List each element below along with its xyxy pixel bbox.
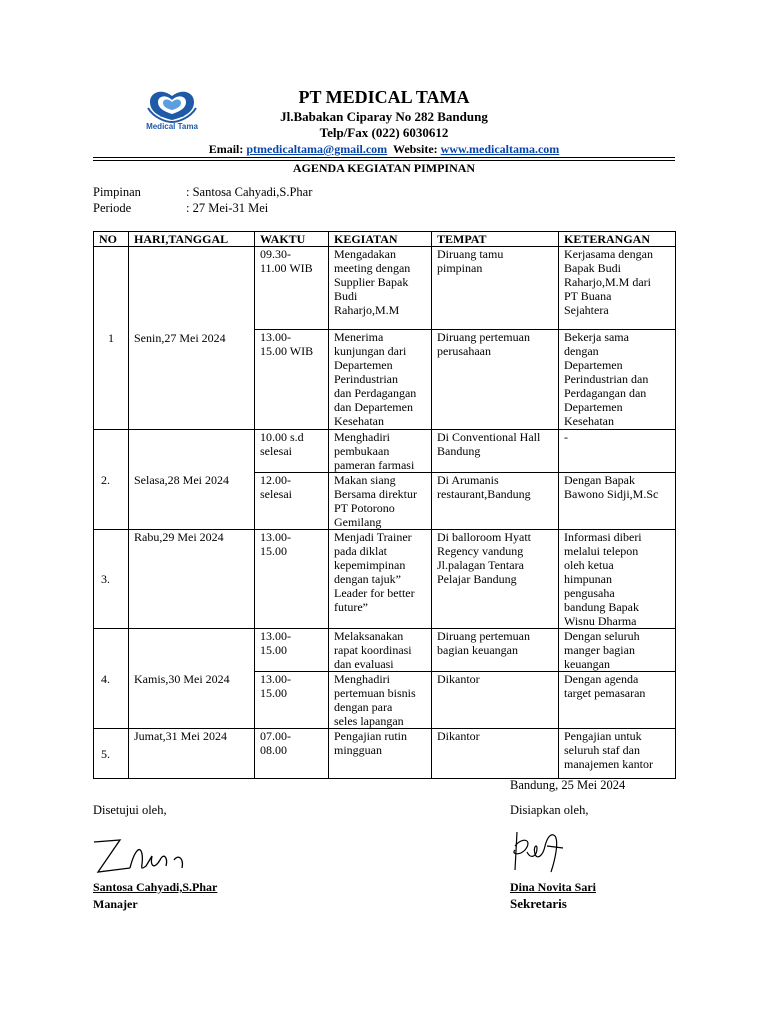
cell-no: 1 — [94, 247, 129, 430]
pimpinan-value: : Santosa Cahyadi,S.Phar — [186, 185, 313, 199]
cell-no: 4. — [94, 629, 129, 729]
cell-tempat: Di Arumanis restaurant,Bandung — [432, 473, 559, 530]
cell-waktu: 12.00- selesai — [255, 473, 329, 530]
cell-tempat: Diruang pertemuan perusahaan — [432, 330, 559, 430]
pimpinan-label: Pimpinan — [93, 185, 141, 199]
cell-keterangan: Dengan agenda target pemasaran — [559, 672, 676, 729]
website-link[interactable]: www.medicaltama.com — [440, 142, 560, 156]
cell-keterangan: Dengan seluruh manger bagian keuangan — [559, 629, 676, 672]
table-row — [94, 729, 676, 779]
cell-kegiatan: Menerima kunjungan dari Departemen Perindustrian dan Perdagangan dan Departemen Kesehatan — [329, 330, 432, 430]
email-label: Email: — [208, 142, 244, 156]
cell-waktu: 10.00 s.d selesai — [255, 430, 329, 473]
company-address: Jl.Babakan Ciparay No 282 Bandung — [280, 109, 488, 124]
header-divider-top — [93, 157, 675, 158]
header-kegiatan: KEGIATAN — [329, 232, 432, 247]
cell-keterangan: Bekerja sama dengan Departemen Perindustrian dan Perdagangan dan Departemen Kesehatan — [559, 330, 676, 430]
agenda-table — [93, 231, 676, 779]
approver-signature — [90, 832, 200, 882]
prepared-label: Disiapkan oleh, — [510, 803, 589, 817]
website-label: Website: — [392, 142, 438, 156]
cell-no: 5. — [94, 729, 129, 779]
cell-hari-tanggal: Kamis,30 Mei 2024 — [129, 629, 255, 729]
cell-hari-tanggal: Rabu,29 Mei 2024 — [129, 530, 255, 629]
cell-no: 2. — [94, 430, 129, 530]
cell-tempat: Diruang pertemuan bagian keuangan — [432, 629, 559, 672]
cell-hari-tanggal: Selasa,28 Mei 2024 — [129, 430, 255, 530]
logo-text: Medical Tama — [146, 122, 198, 131]
cell-keterangan: Dengan Bapak Bawono Sidji,M.Sc — [559, 473, 676, 530]
cell-tempat: Di balloroom Hyatt Regency vandung Jl.palagan Tentara Pelajar Bandung — [432, 530, 559, 629]
logo-tagline: HEALTH CARE — [159, 114, 185, 118]
cell-tempat: Diruang tamu pimpinan — [432, 247, 559, 330]
header-waktu: WAKTU — [255, 232, 329, 247]
cell-hari-tanggal: Senin,27 Mei 2024 — [129, 247, 255, 430]
cell-keterangan: Pengajian untuk seluruh staf dan manajemen kantor — [559, 729, 676, 779]
approved-label: Disetujui oleh, — [93, 803, 167, 817]
company-telp: Telp/Fax (022) 6030612 — [319, 125, 449, 140]
cell-kegiatan: Pengajian rutin mingguan — [329, 729, 432, 779]
cell-hari-tanggal: Jumat,31 Mei 2024 — [129, 729, 255, 779]
contact-line — [0, 142, 768, 157]
preparer-signature — [503, 826, 573, 880]
cell-keterangan: - — [559, 430, 676, 473]
table-row — [94, 530, 676, 629]
cell-keterangan: Kerjasama dengan Bapak Budi Raharjo,M.M dari PT Buana Sejahtera — [559, 247, 676, 330]
cell-kegiatan: Menghadiri pembukaan pameran farmasi — [329, 430, 432, 473]
header-no: NO — [94, 232, 129, 247]
header-keterangan: KETERANGAN — [559, 232, 676, 247]
periode-label: Periode — [93, 201, 132, 215]
approver-name: Santosa Cahyadi,S.Phar — [93, 880, 218, 894]
periode-value: : 27 Mei-31 Mei — [186, 201, 269, 215]
cell-kegiatan: Menjadi Trainer pada diklat kepemimpinan dengan tajuk” Leader for better future” — [329, 530, 432, 629]
preparer-name: Dina Novita Sari — [510, 880, 597, 894]
email-link[interactable]: ptmedicaltama@gmail.com — [246, 142, 388, 156]
agenda-body — [94, 247, 676, 779]
cell-waktu: 07.00- 08.00 — [255, 729, 329, 779]
cell-tempat: Dikantor — [432, 729, 559, 779]
cell-kegiatan: Mengadakan meeting dengan Supplier Bapak Budi Raharjo,M.M — [329, 247, 432, 330]
cell-kegiatan: Menghadiri pertemuan bisnis dengan para seles lapangan — [329, 672, 432, 729]
table-header-row — [94, 232, 676, 247]
document-title: AGENDA KEGIATAN PIMPINAN — [292, 161, 476, 175]
preparer-role: Sekretaris — [510, 896, 567, 911]
table-row — [94, 247, 676, 330]
cell-keterangan: Informasi diberi melalui telepon oleh ketua himpunan pengusaha bandung Bapak Wisnu Dharma — [559, 530, 676, 629]
approver-role: Manajer — [93, 897, 138, 911]
cell-kegiatan: Makan siang Bersama direktur PT Potorono Gemilang — [329, 473, 432, 530]
table-row — [94, 430, 676, 473]
cell-waktu: 13.00- 15.00 — [255, 672, 329, 729]
cell-waktu: 13.00- 15.00 WIB — [255, 330, 329, 430]
header-tempat: TEMPAT — [432, 232, 559, 247]
cell-waktu: 13.00- 15.00 — [255, 629, 329, 672]
cell-tempat: Di Conventional Hall Bandung — [432, 430, 559, 473]
place-date: Bandung, 25 Mei 2024 — [510, 778, 626, 792]
company-name: PT MEDICAL TAMA — [298, 87, 470, 107]
cell-tempat: Dikantor — [432, 672, 559, 729]
cell-waktu: 09.30- 11.00 WIB — [255, 247, 329, 330]
header-hari-tanggal: HARI,TANGGAL — [129, 232, 255, 247]
table-row — [94, 629, 676, 672]
cell-no: 3. — [94, 530, 129, 629]
cell-waktu: 13.00- 15.00 — [255, 530, 329, 629]
cell-kegiatan: Melaksanakan rapat koordinasi dan evaluasi — [329, 629, 432, 672]
